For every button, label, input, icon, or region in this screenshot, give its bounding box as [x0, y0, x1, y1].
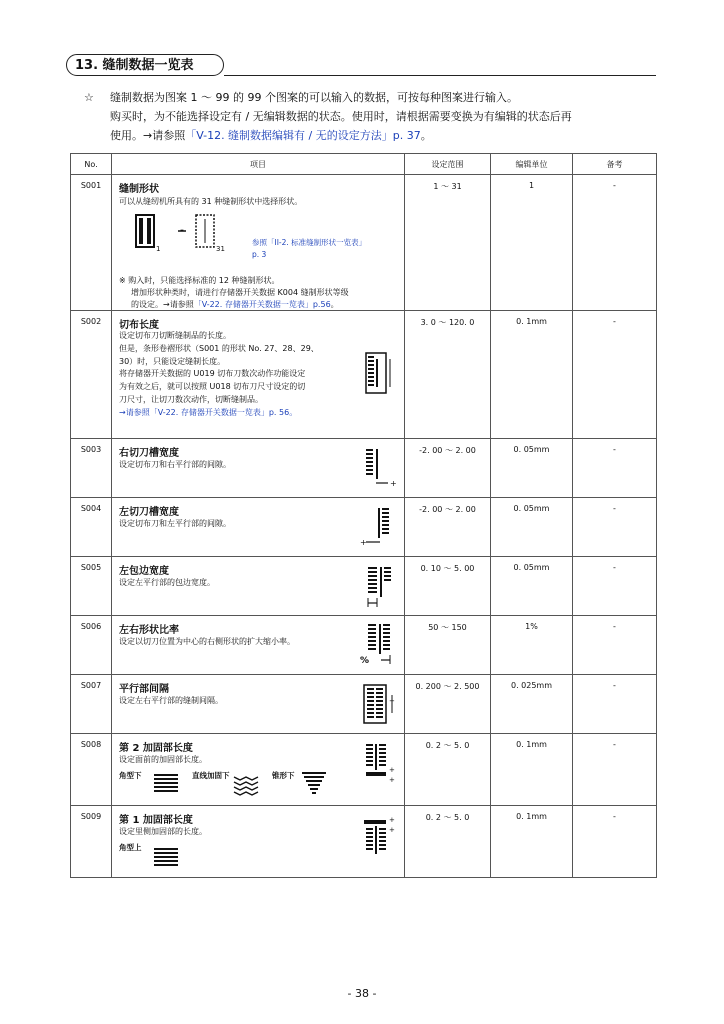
- item-desc: 设定切布刀和左平行部的间隙。: [119, 519, 231, 528]
- desc-line-4: 将存储器开关数据的 U019 切布刀数次动作功能设定: [119, 369, 306, 379]
- svg-text:+: +: [389, 776, 395, 784]
- note-line-2: 增加形状种类时，请进行存储器开关数据 K004 缝制形状等级: [131, 288, 349, 297]
- page-number: - 38 -: [347, 987, 377, 1000]
- row-note: -: [573, 439, 657, 498]
- row-note: -: [573, 498, 657, 557]
- table-row: [71, 557, 657, 616]
- item-title: 左包边宽度: [119, 566, 169, 577]
- row-item: [112, 734, 405, 806]
- row-no: S002: [71, 311, 112, 439]
- item-notes: [119, 275, 404, 311]
- row-range: 1 ～ 31: [405, 175, 491, 311]
- percent-symbol: %: [360, 656, 370, 666]
- table-row: [71, 439, 657, 498]
- header-item: 项目: [112, 154, 405, 175]
- row-no: S003: [71, 439, 112, 498]
- row-unit: 0. 05mm: [491, 557, 573, 616]
- svg-text:+: +: [389, 826, 395, 834]
- cloth-cut-length-icon: [362, 351, 394, 395]
- svg-text:+: +: [390, 479, 397, 488]
- intro-line-3: [110, 126, 666, 145]
- sewing-data-table: [70, 153, 657, 878]
- row-range: 3. 0 ～ 120. 0: [405, 311, 491, 439]
- row-no: S008: [71, 734, 112, 806]
- item-title: 缝制形状: [119, 184, 159, 195]
- square-bottom-icon: [152, 772, 182, 798]
- shape-reference-2[interactable]: p. 3: [252, 250, 267, 259]
- row-range: 0. 2 ～ 5. 0: [405, 806, 491, 878]
- table-row: [71, 175, 657, 311]
- left-knife-groove-icon: [360, 506, 400, 550]
- taper-bottom-label: 锥形下: [272, 771, 295, 780]
- table-row: [71, 498, 657, 557]
- row-item: [112, 557, 405, 616]
- row-no: S007: [71, 675, 112, 734]
- desc-line-1: 设定切布刀切断缝制品的长度。: [119, 331, 231, 340]
- row-no: S004: [71, 498, 112, 557]
- row-range: 0. 10 ～ 5. 00: [405, 557, 491, 616]
- desc-line-5: 为有效之后，就可以按照 U018 切布刀尺寸设定的切: [119, 382, 306, 392]
- table-header-row: [71, 154, 657, 175]
- title-rule: [224, 75, 656, 76]
- row-range: -2. 00 ～ 2. 00: [405, 498, 491, 557]
- svg-text:+: +: [360, 538, 367, 547]
- row-item: [112, 439, 405, 498]
- row-no: S001: [71, 175, 112, 311]
- straight-bottom-icon: [232, 774, 262, 798]
- item-title: 平行部间隔: [119, 684, 169, 695]
- intro-reference-link[interactable]: 「V-12. 缝制数据编辑有 / 无的设定方法」p. 37: [185, 129, 421, 142]
- square-bottom-label: 角型下: [119, 771, 142, 780]
- row-note: -: [573, 734, 657, 806]
- shape-label-31: 31: [216, 245, 225, 253]
- shape-reference-1[interactable]: 参照「II-2. 标准缝制形状一览表」: [252, 238, 367, 247]
- item-title: 第 1 加固部长度: [119, 815, 193, 826]
- note-line-3-text: 的设定。→请参照: [131, 300, 194, 309]
- second-reinforcement-icon: [362, 742, 402, 792]
- item-desc: 设定里侧加固部的长度。: [119, 827, 207, 836]
- item-desc: 设定左右平行部的缝制间隔。: [119, 696, 223, 705]
- row-item: [112, 675, 405, 734]
- svg-text:+: +: [389, 697, 395, 705]
- first-reinforcement-icon: [362, 816, 402, 866]
- row-unit: 0. 1mm: [491, 311, 573, 439]
- item-desc: 设定面前的加固部长度。: [119, 755, 207, 764]
- item-desc: 设定切布刀和右平行部的间隙。: [119, 460, 231, 469]
- desc-line-2: 但是，条形卷褶形状（S001 的形状 No. 27、28、29、: [119, 343, 319, 353]
- item-title: 左右形状比率: [119, 625, 179, 636]
- table-row: [71, 616, 657, 675]
- row-note: -: [573, 806, 657, 878]
- taper-bottom-icon: [300, 770, 330, 798]
- item-title: 第 2 加固部长度: [119, 743, 193, 754]
- row-range: 0. 2 ～ 5. 0: [405, 734, 491, 806]
- row-unit: 1%: [491, 616, 573, 675]
- row-no: S005: [71, 557, 112, 616]
- row-range: -2. 00 ～ 2. 00: [405, 439, 491, 498]
- table-row: [71, 311, 657, 439]
- desc-line-6: 刀尺寸，让切刀数次动作，切断缝制品。: [119, 394, 263, 404]
- shape-dash: -: [180, 223, 184, 236]
- row-unit: 0. 1mm: [491, 734, 573, 806]
- memory-switch-reference-link[interactable]: →请参照「V-22. 存储器开关数据一览表」p. 56。: [119, 407, 298, 417]
- row-note: -: [573, 557, 657, 616]
- table-row: [71, 734, 657, 806]
- row-unit: 0. 025mm: [491, 675, 573, 734]
- parallel-spacing-icon: [362, 683, 402, 727]
- note-line-3-end: 。: [330, 300, 339, 309]
- header-no: No.: [71, 154, 112, 175]
- right-knife-groove-icon: [360, 447, 400, 491]
- section-title: 13. 缝制数据一览表: [66, 54, 224, 76]
- row-item: [112, 498, 405, 557]
- row-unit: 0. 1mm: [491, 806, 573, 878]
- memory-switch-reference-link[interactable]: 「V-22. 存储器开关数据一览表」p.56: [193, 300, 331, 309]
- row-note: -: [573, 616, 657, 675]
- star-icon: ☆: [84, 91, 94, 104]
- item-title: 右切刀槽宽度: [119, 448, 179, 459]
- shape-reference-link[interactable]: [252, 237, 366, 261]
- intro-line-2: 购买时，为不能选择设定有 / 无编辑数据的状态。使用时，请根据需要变换为有编辑的状态后再: [110, 110, 572, 123]
- row-unit: 1: [491, 175, 573, 311]
- intro-line-1: 缝制数据为图案 1 ～ 99 的 99 个图案的可以输入的数据，可按每种图案进行输入。: [110, 91, 518, 104]
- note-line-3: [119, 299, 404, 311]
- row-note: -: [573, 675, 657, 734]
- header-note: 备考: [573, 154, 657, 175]
- header-range: 设定范围: [405, 154, 491, 175]
- table-row: [71, 675, 657, 734]
- row-range: 0. 200 ～ 2. 500: [405, 675, 491, 734]
- desc-line-3: 30）时，只能设定缝制长度。: [119, 356, 226, 366]
- row-item: [112, 806, 405, 878]
- row-item: [112, 616, 405, 675]
- header-unit: 编辑单位: [491, 154, 573, 175]
- svg-text:+: +: [389, 816, 395, 824]
- intro-line-3-text: 使用。→请参照: [110, 129, 186, 142]
- item-title: 切布长度: [119, 320, 159, 331]
- row-unit: 0. 05mm: [491, 439, 573, 498]
- row-item: [112, 175, 405, 311]
- square-top-label: 角型上: [119, 843, 142, 852]
- row-note: -: [573, 175, 657, 311]
- left-bartack-width-icon: [360, 565, 400, 609]
- row-no: S006: [71, 616, 112, 675]
- shape-1-to-31-icon: [128, 209, 268, 255]
- shape-label-1: 1: [156, 245, 161, 253]
- item-desc: [119, 330, 359, 420]
- item-desc: 设定左平行部的包边宽度。: [119, 578, 215, 587]
- row-item: [112, 311, 405, 439]
- row-unit: 0. 05mm: [491, 498, 573, 557]
- square-top-icon: [152, 846, 182, 870]
- table-row: [71, 806, 657, 878]
- row-no: S009: [71, 806, 112, 878]
- item-desc: 设定以切刀位置为中心的右侧形状的扩大缩小率。: [119, 637, 295, 646]
- intro-line-3-end: 。: [420, 129, 432, 142]
- straight-bottom-label: 直线加固下: [192, 771, 230, 780]
- svg-text:+: +: [389, 766, 395, 774]
- row-range: 50 ～ 150: [405, 616, 491, 675]
- item-desc: 可以从缝纫机所具有的 31 种缝制形状中选择形状。: [119, 197, 303, 206]
- note-line-1: ※ 购入时，只能选择标准的 12 种缝制形状。: [119, 276, 280, 285]
- row-note: -: [573, 311, 657, 439]
- item-title: 左切刀槽宽度: [119, 507, 179, 518]
